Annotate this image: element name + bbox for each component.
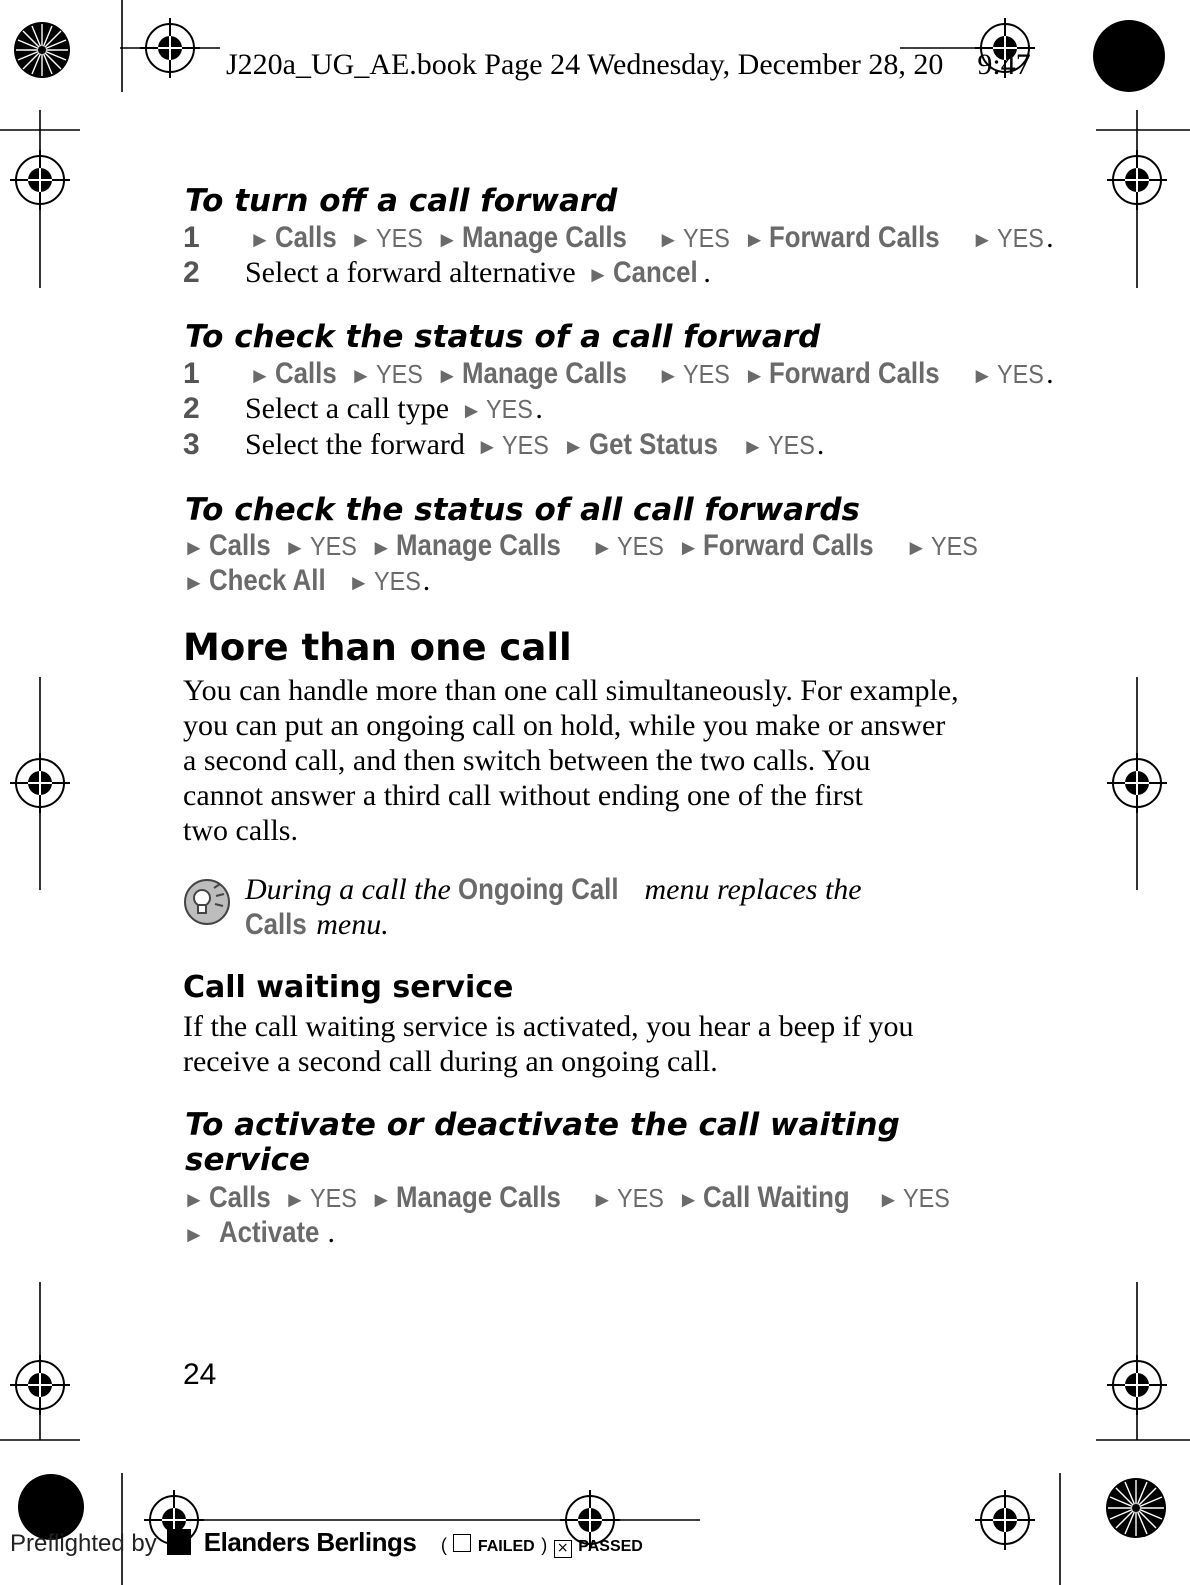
key-yes: YES [309, 1183, 357, 1213]
task-heading: To turn off a call forward [185, 183, 618, 219]
menu-path: ► Check All ► YES. [183, 564, 431, 597]
body-line: receive a second call during an ongoing call. [183, 1045, 718, 1078]
step-text: Select a call type ► YES. [245, 392, 543, 425]
tip-lightbulb-icon [182, 878, 234, 926]
step-number: 1 [183, 357, 200, 390]
key-yes: YES [375, 223, 423, 253]
menu-item-call-waiting: Call Waiting [703, 1181, 851, 1214]
body-line: you can put an ongoing call on hold, while you make or answer [183, 709, 946, 742]
star-target-icon [12, 20, 72, 80]
key-yes: YES [373, 566, 421, 596]
passed-checkbox-icon: × [554, 1540, 572, 1558]
body-paragraph [183, 1009, 1013, 1079]
menu-item-manage-calls: Manage Calls [396, 1181, 561, 1214]
failed-label: FAILED [477, 1538, 535, 1555]
section-heading: More than one call [183, 626, 572, 669]
menu-item-get-status: Get Status [588, 428, 718, 461]
key-yes: YES [375, 359, 423, 389]
registration-mark-icon [140, 18, 200, 78]
key-yes: YES [617, 531, 664, 561]
failed-checkbox-icon [453, 1534, 471, 1552]
body-line: cannot answer a third call without ending one of the first [183, 779, 863, 812]
task-heading: service [185, 1142, 310, 1178]
body-line: a second call, and then switch between the two calls. You [183, 744, 871, 777]
key-yes: YES [767, 430, 815, 460]
key-yes: YES [486, 394, 534, 424]
registration-mark-icon [975, 1490, 1035, 1550]
body-line: You can handle more than one call simultaneously. For example, [183, 674, 959, 707]
company-name: Elanders Berlings [203, 1527, 417, 1557]
registration-mark-icon [10, 753, 70, 813]
step-path: ► Calls ► YES ► Manage Calls ► YES ► Forward Calls ► YES. [249, 221, 1054, 254]
task-heading: To activate or deactivate the call waiting [185, 1107, 900, 1143]
menu-path: ► Activate . [183, 1216, 335, 1249]
subsection-heading: Call waiting service [183, 970, 514, 1005]
solid-target-icon [1093, 20, 1165, 92]
registration-mark-icon [1107, 1355, 1167, 1415]
step-number: 2 [183, 392, 200, 425]
menu-item-manage-calls: Manage Calls [462, 357, 627, 390]
tip-part: menu replaces the [644, 873, 862, 906]
key-yes: YES [997, 359, 1044, 389]
key-yes: YES [502, 430, 550, 460]
menu-item-ongoing-call: Ongoing Call [458, 873, 619, 906]
step-path: ► Calls ► YES ► Manage Calls ► YES ► Forward Calls ► YES. [249, 357, 1054, 390]
key-yes: YES [903, 1183, 951, 1213]
key-yes: YES [931, 531, 978, 561]
elanders-logo-icon [167, 1529, 191, 1555]
menu-item-activate: Activate [218, 1216, 320, 1249]
step-number: 3 [183, 428, 200, 461]
menu-item-manage-calls: Manage Calls [462, 221, 627, 254]
menu-item-calls: Calls [274, 357, 337, 390]
step-text: Select a forward alternative ► Cancel . [245, 256, 711, 289]
registration-mark-icon [1107, 753, 1167, 813]
passed-label: PASSED [578, 1538, 643, 1555]
menu-path: ► Calls ► YES ► Manage Calls ► YES ► Call Waiting ► YES [183, 1181, 951, 1214]
menu-item-forward-calls: Forward Calls [769, 357, 941, 390]
tip-part: During a call the [245, 873, 451, 906]
key-yes: YES [997, 223, 1044, 253]
menu-item-cancel: Cancel [612, 256, 698, 289]
menu-item-calls: Calls [208, 1181, 271, 1214]
key-yes: YES [309, 531, 357, 561]
key-yes: YES [617, 1183, 664, 1213]
header-time: 9:47 [977, 48, 1031, 81]
step-text: Select the forward ► YES ► Get Status ► YES. [245, 428, 825, 461]
preflight-label: Preflighted by [10, 1530, 157, 1557]
task-heading: To check the status of a call forward [185, 319, 821, 355]
key-yes: YES [683, 223, 730, 253]
page-number: 24 [183, 1358, 217, 1391]
tip-part: menu. [316, 908, 389, 941]
key-yes: YES [683, 359, 730, 389]
menu-item-manage-calls: Manage Calls [396, 529, 561, 562]
step-label: Select a forward alternative [245, 256, 576, 289]
registration-mark-icon [10, 1355, 70, 1415]
body-line: two calls. [183, 814, 298, 847]
menu-item-calls: Calls [274, 221, 337, 254]
menu-item-forward-calls: Forward Calls [703, 529, 875, 562]
star-target-icon [1104, 1476, 1168, 1540]
body-line: If the call waiting service is activated, you hear a beep if you [183, 1010, 914, 1043]
step-number: 1 [183, 221, 200, 254]
step-label: Select the forward [245, 428, 465, 461]
menu-item-forward-calls: Forward Calls [769, 221, 941, 254]
registration-mark-icon [10, 150, 70, 210]
step-number: 2 [183, 256, 200, 289]
header-line [226, 48, 1031, 82]
header-text: J220a_UG_AE.book Page 24 Wednesday, December 28, 20 [226, 48, 944, 81]
preflight-footer: Preflighted by Elanders Berlings ( FAILED ) × PASSED [10, 1527, 643, 1557]
registration-mark-icon [1107, 150, 1167, 210]
menu-path: ► Calls ► YES ► Manage Calls ► YES ► Forward Calls ► YES [183, 529, 978, 562]
task-heading: To check the status of all call forwards [185, 492, 860, 528]
menu-item-calls: Calls [208, 529, 271, 562]
body-paragraph [183, 673, 1013, 848]
step-label: Select a call type [245, 392, 450, 425]
menu-item-check-all: Check All [208, 564, 326, 597]
tip-text [245, 872, 945, 942]
menu-item-calls: Calls [245, 908, 307, 941]
